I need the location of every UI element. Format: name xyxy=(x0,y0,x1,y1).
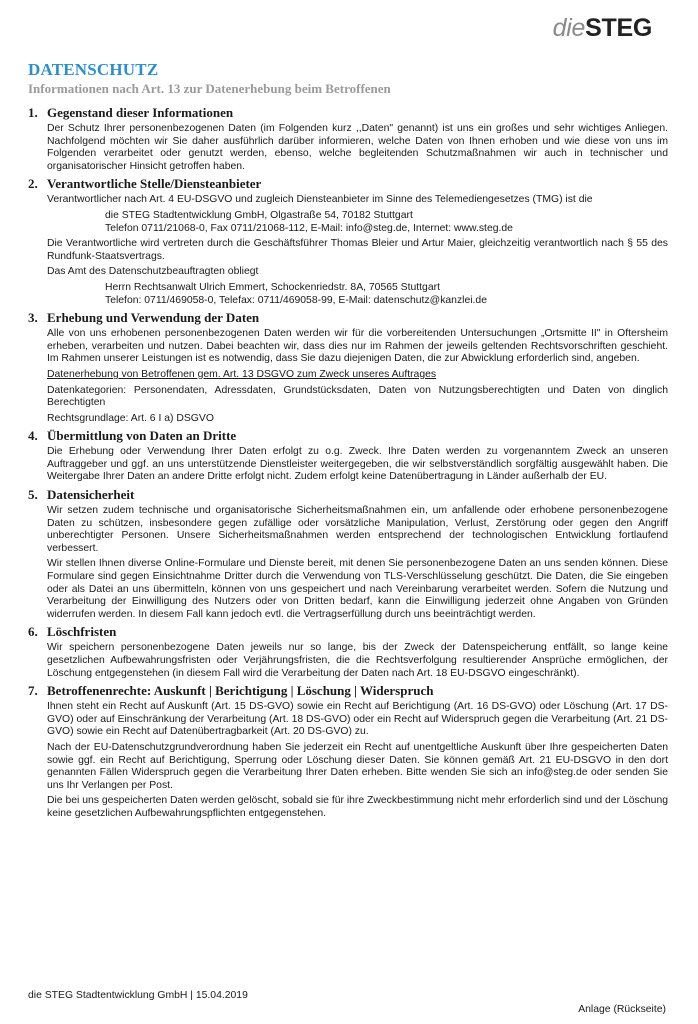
section-3 xyxy=(28,310,668,425)
section-2 xyxy=(28,176,668,307)
section-heading xyxy=(28,105,668,121)
steg-logo xyxy=(553,14,652,43)
paragraph: Das Amt des Datenschutzbeauftragten obliegt xyxy=(47,266,259,278)
paragraph: Die Erhebung oder Verwendung Ihrer Daten erfolgt zu o.g. Zweck. Ihre Daten werden zu vorgenanntem Zweck an unseren Auftraggeber und ggf. an uns unterstützende Dienstleister weitergegeben, die wir selbstverständlich sorgfältig ausgewählt haben. Die Weitergabe Ihrer Daten an andere Dritte erfolgt nicht. Zudem erfolgt keine Datenübertragung in Länder außerhalb der EU. xyxy=(47,446,668,483)
paragraph: Alle von uns erhobenen personenbezogenen Daten werden wir für die vorbereitenden Untersuchungen „Ortsmitte II" in Oftersheim erheben, verarbeiten und nutzen. Dabei beachten wir, dass dies nur im Rahmen der jeweils geltenden Rechtsvorschriften geschieht. Im Rahmen unserer Leistungen ist es notwendig, dass Sie dazu diejenigen Daten, die zur Abwicklung erforderlich sind, angeben. xyxy=(47,328,668,365)
paragraph: Datenkategorien: Personendaten, Adressdaten, Grundstücksdaten, Daten von Nutzungsberechtigten und Daten von dinglich Berechtigten xyxy=(47,384,668,409)
contact-line: Telefon: 0711/469058-0, Telefax: 0711/469058-99, E-Mail: datenschutz@kanzlei.de xyxy=(105,294,487,306)
address-line: die STEG Stadtentwicklung GmbH, Olgastraße 54, 70182 Stuttgart xyxy=(105,209,413,221)
section-title: Löschfristen xyxy=(47,624,117,640)
section-title: Gegenstand dieser Informationen xyxy=(47,105,234,120)
address-line: Herrn Rechtsanwalt Ulrich Emmert, Schockenriedstr. 8A, 70565 Stuttgart xyxy=(105,281,440,293)
paragraph: Wir stellen Ihnen diverse Online-Formulare und Dienste bereit, mit denen Sie personenbezogene Daten an uns senden können. Diese Formulare sind gegen Einsichtnahme Dritter durch die Verwendung von TLS-Verschlüsselung geschützt. Die Daten, die Sie eingeben oder als Datei an uns übermitteln, können von uns gespeichert und nach Vereinbarung verarbeitet werden. Sofern die Nutzung und Verarbeitung der Einwilligung des Nutzers oder von Dritten bedarf, kann die Einwilligung jederzeit ohne Angaben von Gründen widerrufen werden. In diesem Fall kann jedoch evtl. die Vertragserfüllung durch uns beeinträchtigt werden. xyxy=(47,558,668,620)
paragraph: Ihnen steht ein Recht auf Auskunft (Art. 15 DS-GVO) sowie ein Recht auf Berichtigung (Art. 16 DS-GVO) oder Löschung (Art. 17 DS-GVO) oder auf Einschränkung der Verarbeitung (Art. 18 DS-GVO) oder ein Recht auf Widerspruch gegen die Verarbeitung (Art. 21 DS-GVO) sowie ein Recht auf Datenübertragbarkeit (Art. 20 DS-GVO) zu. xyxy=(47,701,668,738)
section-title: Erhebung und Verwendung der Daten xyxy=(47,310,260,326)
section-number: 2. xyxy=(28,176,38,192)
section-title: Übermittlung von Daten an Dritte xyxy=(47,428,237,444)
footer-company-date: die STEG Stadtentwicklung GmbH | 15.04.2019 xyxy=(28,990,248,1001)
page-subtitle: Informationen nach Art. 13 zur Datenerhebung beim Betroffenen xyxy=(28,81,391,96)
contact-line: Telefon 0711/21068-0, Fax 0711/21068-112, E-Mail: info@steg.de, Internet: www.steg.de xyxy=(105,222,513,234)
section-heading xyxy=(28,428,668,444)
paragraph: Verantwortlicher nach Art. 4 EU-DSGVO und zugleich Diensteanbieter im Sinne des Telemediengesetzes (TMG) ist die xyxy=(47,194,593,206)
section-number: 1. xyxy=(28,105,38,120)
section-1 xyxy=(28,105,668,173)
section-heading xyxy=(28,176,668,192)
section-number: 6. xyxy=(28,624,38,640)
paragraph: Die Verantwortliche wird vertreten durch die Geschäftsführer Thomas Bleier und Artur Maier, gleichzeitig verantwortlich nach § 55 des Rundfunk-Staatsvertrags. xyxy=(47,238,668,262)
underlined-subheading: Datenerhebung von Betroffenen gem. Art. 13 DSGVO zum Zweck unseres Auftrages xyxy=(47,368,437,380)
section-number: 7. xyxy=(28,683,38,699)
section-number: 5. xyxy=(28,487,38,503)
logo-steg: STEG xyxy=(585,14,652,42)
paragraph: Wir speichern personenbezogene Daten jeweils nur so lange, bis der Zweck der Datenspeicherung entfällt, so lange keine gesetzlichen Aufbewahrungsfristen oder Verjährungsfristen, die die Rechtsverfolgung resultierender Ansprüche ermöglichen, der Löschung entgegenstehen (in diesem Fall wird die Verarbeitung der Daten nach Art. 18 EU-DSGVO eingeschränkt). xyxy=(47,642,668,679)
section-heading xyxy=(28,310,668,326)
section-number: 3. xyxy=(28,310,38,326)
section-7 xyxy=(28,683,668,820)
paragraph: Nach der EU-Datenschutzgrundverordnung haben Sie jederzeit ein Recht auf unentgeltliche Auskunft über Ihre gespeicherten Daten sowie ggf. ein Recht auf Berichtigung, Sperrung oder Löschung dieser Daten. Sie können gemäß Art. 21 EU-DSGVO in den dort genannten Fällen Widerspruch gegen die Verarbeitung Ihrer Daten erheben. Bitte wenden Sie sich an info@steg.de oder senden Sie uns Ihr Verlangen per Post. xyxy=(47,741,668,791)
section-heading xyxy=(28,624,668,640)
section-5 xyxy=(28,487,668,621)
document-body xyxy=(28,102,668,824)
section-number: 4. xyxy=(28,428,38,444)
section-title: Verantwortliche Stelle/Diensteanbieter xyxy=(47,176,262,192)
section-6 xyxy=(28,624,668,680)
logo-die: die xyxy=(552,14,586,42)
paragraph: Der Schutz Ihrer personenbezogenen Daten (im Folgenden kurz ,,Daten" genannt) ist uns ein großes und sehr wichtiges Anliegen. Nachfolgend möchten wir Sie daher ausführlich darüber informieren, welche Daten von Ihnen erhoben und wie diese von uns im Folgenden verarbeitet oder genutzt werden, ebenso, welche begleitenden Schutzmaßnahmen wir auch in technischer und organisatorischer Hinsicht getroffen haben. xyxy=(47,123,668,172)
page-title: DATENSCHUTZ xyxy=(28,60,159,79)
paragraph: Rechtsgrundlage: Art. 6 I a) DSGVO xyxy=(47,412,214,424)
section-heading xyxy=(28,683,668,699)
paragraph: Die bei uns gespeicherten Daten werden gelöscht, sobald sie für ihre Zweckbestimmung nicht mehr erforderlich sind und der Löschung keine gesetzlichen Aufbewahrungspflichten entgegenstehen. xyxy=(47,795,668,819)
section-4 xyxy=(28,428,668,484)
section-title: Datensicherheit xyxy=(47,487,135,503)
section-title: Betroffenenrechte: Auskunft | Berichtigung | Löschung | Widerspruch xyxy=(47,683,434,699)
paragraph: Wir setzen zudem technische und organisatorische Sicherheitsmaßnahmen ein, um anfallende oder erhobene personenbezogene Daten zu schützen, insbesondere gegen zufällige oder vorsätzliche Manipulation, Verlust, Zerstörung oder gegen den Angriff unberechtigter Personen. Unsere Sicherheitsmaßnahmen werden entsprechend der technologischen Entwicklung fortlaufend verbessert. xyxy=(47,505,668,554)
footer-attachment-label: Anlage (Rückseite) xyxy=(578,1004,666,1015)
section-heading xyxy=(28,487,668,503)
